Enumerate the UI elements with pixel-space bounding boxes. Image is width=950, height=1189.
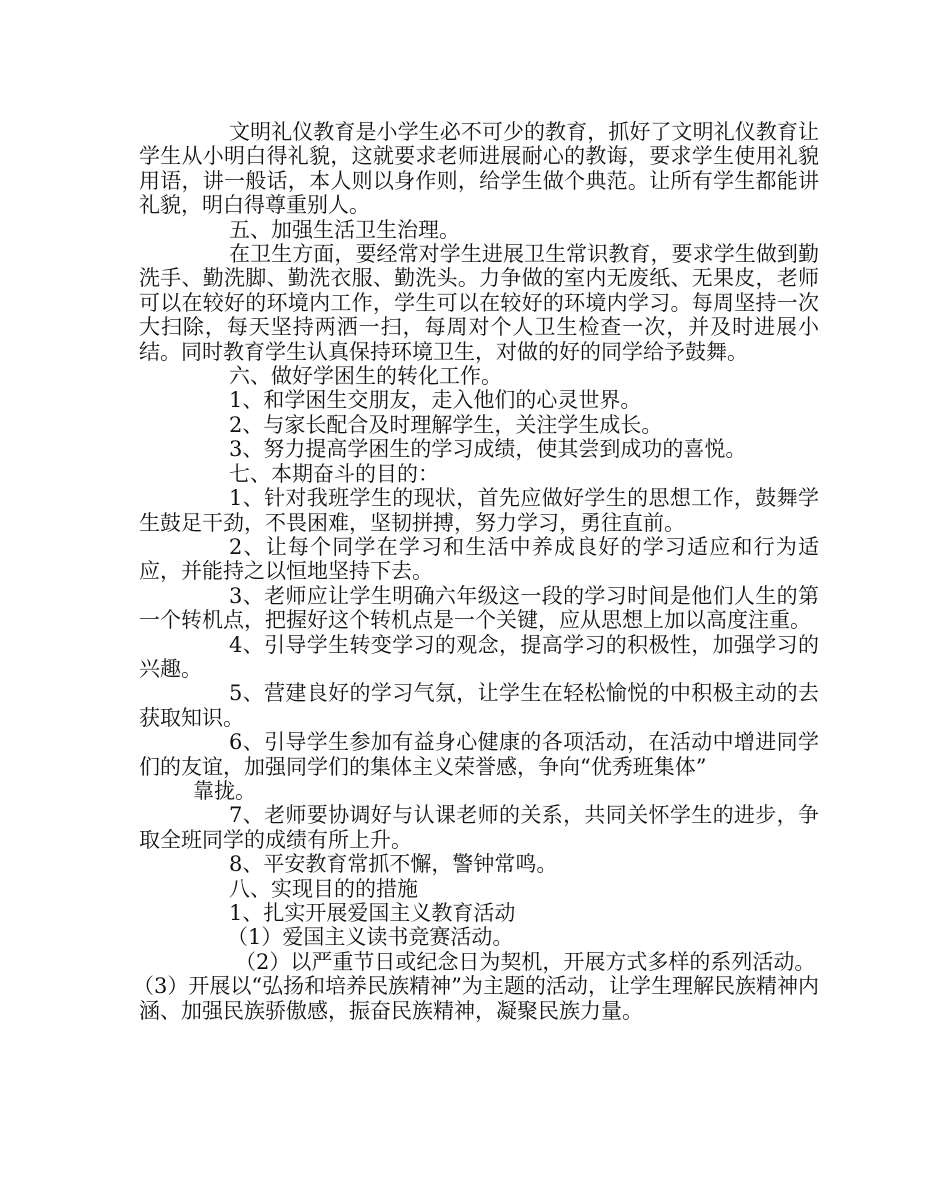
- heading-section-7: 七、本期奋斗的目的：: [229, 461, 439, 486]
- document-body: [133, 120, 819, 1023]
- list-item-7-5: 5、营建良好的学习气氛，让学生在轻松愉悦的中积极主动的去获取知识。: [139, 681, 819, 730]
- list-item-7-2: 2、让每个同学在学习和生活中养成良好的学习适应和行为适应，并能持之以恒地坚持下去。: [139, 534, 819, 584]
- sub-item-8-1-3: （3）开展以“弘扬和培养民族精神”为主题的活动，让学生理解民族精神内涵、加强民族骄傲感，振奋民族精神，凝聚民族力量。: [133, 974, 819, 1023]
- list-item-7-4: 4、引导学生转变学习的观念，提高学习的积极性，加强学习的兴趣。: [139, 632, 819, 681]
- list-item-7-7: 7、老师要协调好与认课老师的关系，共同关怀学生的进步，争取全班同学的成绩有所上升。: [139, 803, 819, 852]
- list-item-7-6: 6、引导学生参加有益身心健康的各项活动，在活动中增进同学们的友谊，加强同学们的集体主义荣誉感，争向“优秀班集体”: [139, 730, 819, 779]
- list-item-7-8: 8、平安教育常抓不懈，警钟常鸣。: [229, 852, 558, 877]
- list-item-7-3: 3、老师应让学生明确六年级这一段的学习时间是他们人生的第一个转机点，把握好这个转机点是一个关键，应从思想上加以高度注重。: [139, 583, 819, 633]
- paragraph-hygiene: 在卫生方面，要经常对学生进展卫生常识教育，要求学生做到勤洗手、勤洗脚、勤洗衣服、勤洗头。力争做的室内无废纸、无果皮，老师可以在较好的环境内工作，学生可以在较好的环境内学习。每周坚持一次大扫除，每天坚持两洒一扫，每周对个人卫生检查一次，并及时进展小结。同时教育学生认真保持环境卫生，对做的好的同学给予鼓舞。: [139, 242, 819, 364]
- list-item-7-6-tail: [139, 779, 819, 803]
- list-item-7-1: 1、针对我班学生的现状，首先应做好学生的思想工作，鼓舞学生鼓足干劲，不畏困难，坚韧拼搏，努力学习，勇往直前。: [139, 486, 819, 535]
- list-item-7-6-tail-text: 靠拢。: [193, 778, 256, 803]
- heading-section-8: 八、实现目的的措施: [229, 876, 418, 901]
- paragraph-etiquette: 文明礼仪教育是小学生必不可少的教育，抓好了文明礼仪教育让学生从小明白得礼貌，这就要求老师进展耐心的教诲，要求学生使用礼貌用语，讲一般话，本人则以身作则，给学生做个典范。让所有学生都能讲礼貌，明白得尊重别人。: [139, 120, 819, 218]
- list-item-8-1: 1、扎实开展爱国主义教育活动: [229, 901, 516, 925]
- sub-item-8-1-2: （2）以严重节日或纪念日为契机，开展方式多样的系列活动。: [235, 949, 816, 974]
- heading-section-6: 六、做好学困生的转化工作。: [229, 364, 502, 389]
- list-item-6-3: 3、努力提高学困生的学习成绩，使其尝到成功的喜悦。: [229, 437, 747, 462]
- sub-item-8-1-1: （1）爱国主义读书竞赛活动。: [227, 925, 514, 950]
- heading-section-5: 五、加强生活卫生治理。: [229, 217, 460, 242]
- list-item-6-2: 2、与家长配合及时理解学生，关注学生成长。: [229, 412, 663, 437]
- list-item-6-1: 1、和学困生交朋友，走入他们的心灵世界。: [229, 388, 642, 413]
